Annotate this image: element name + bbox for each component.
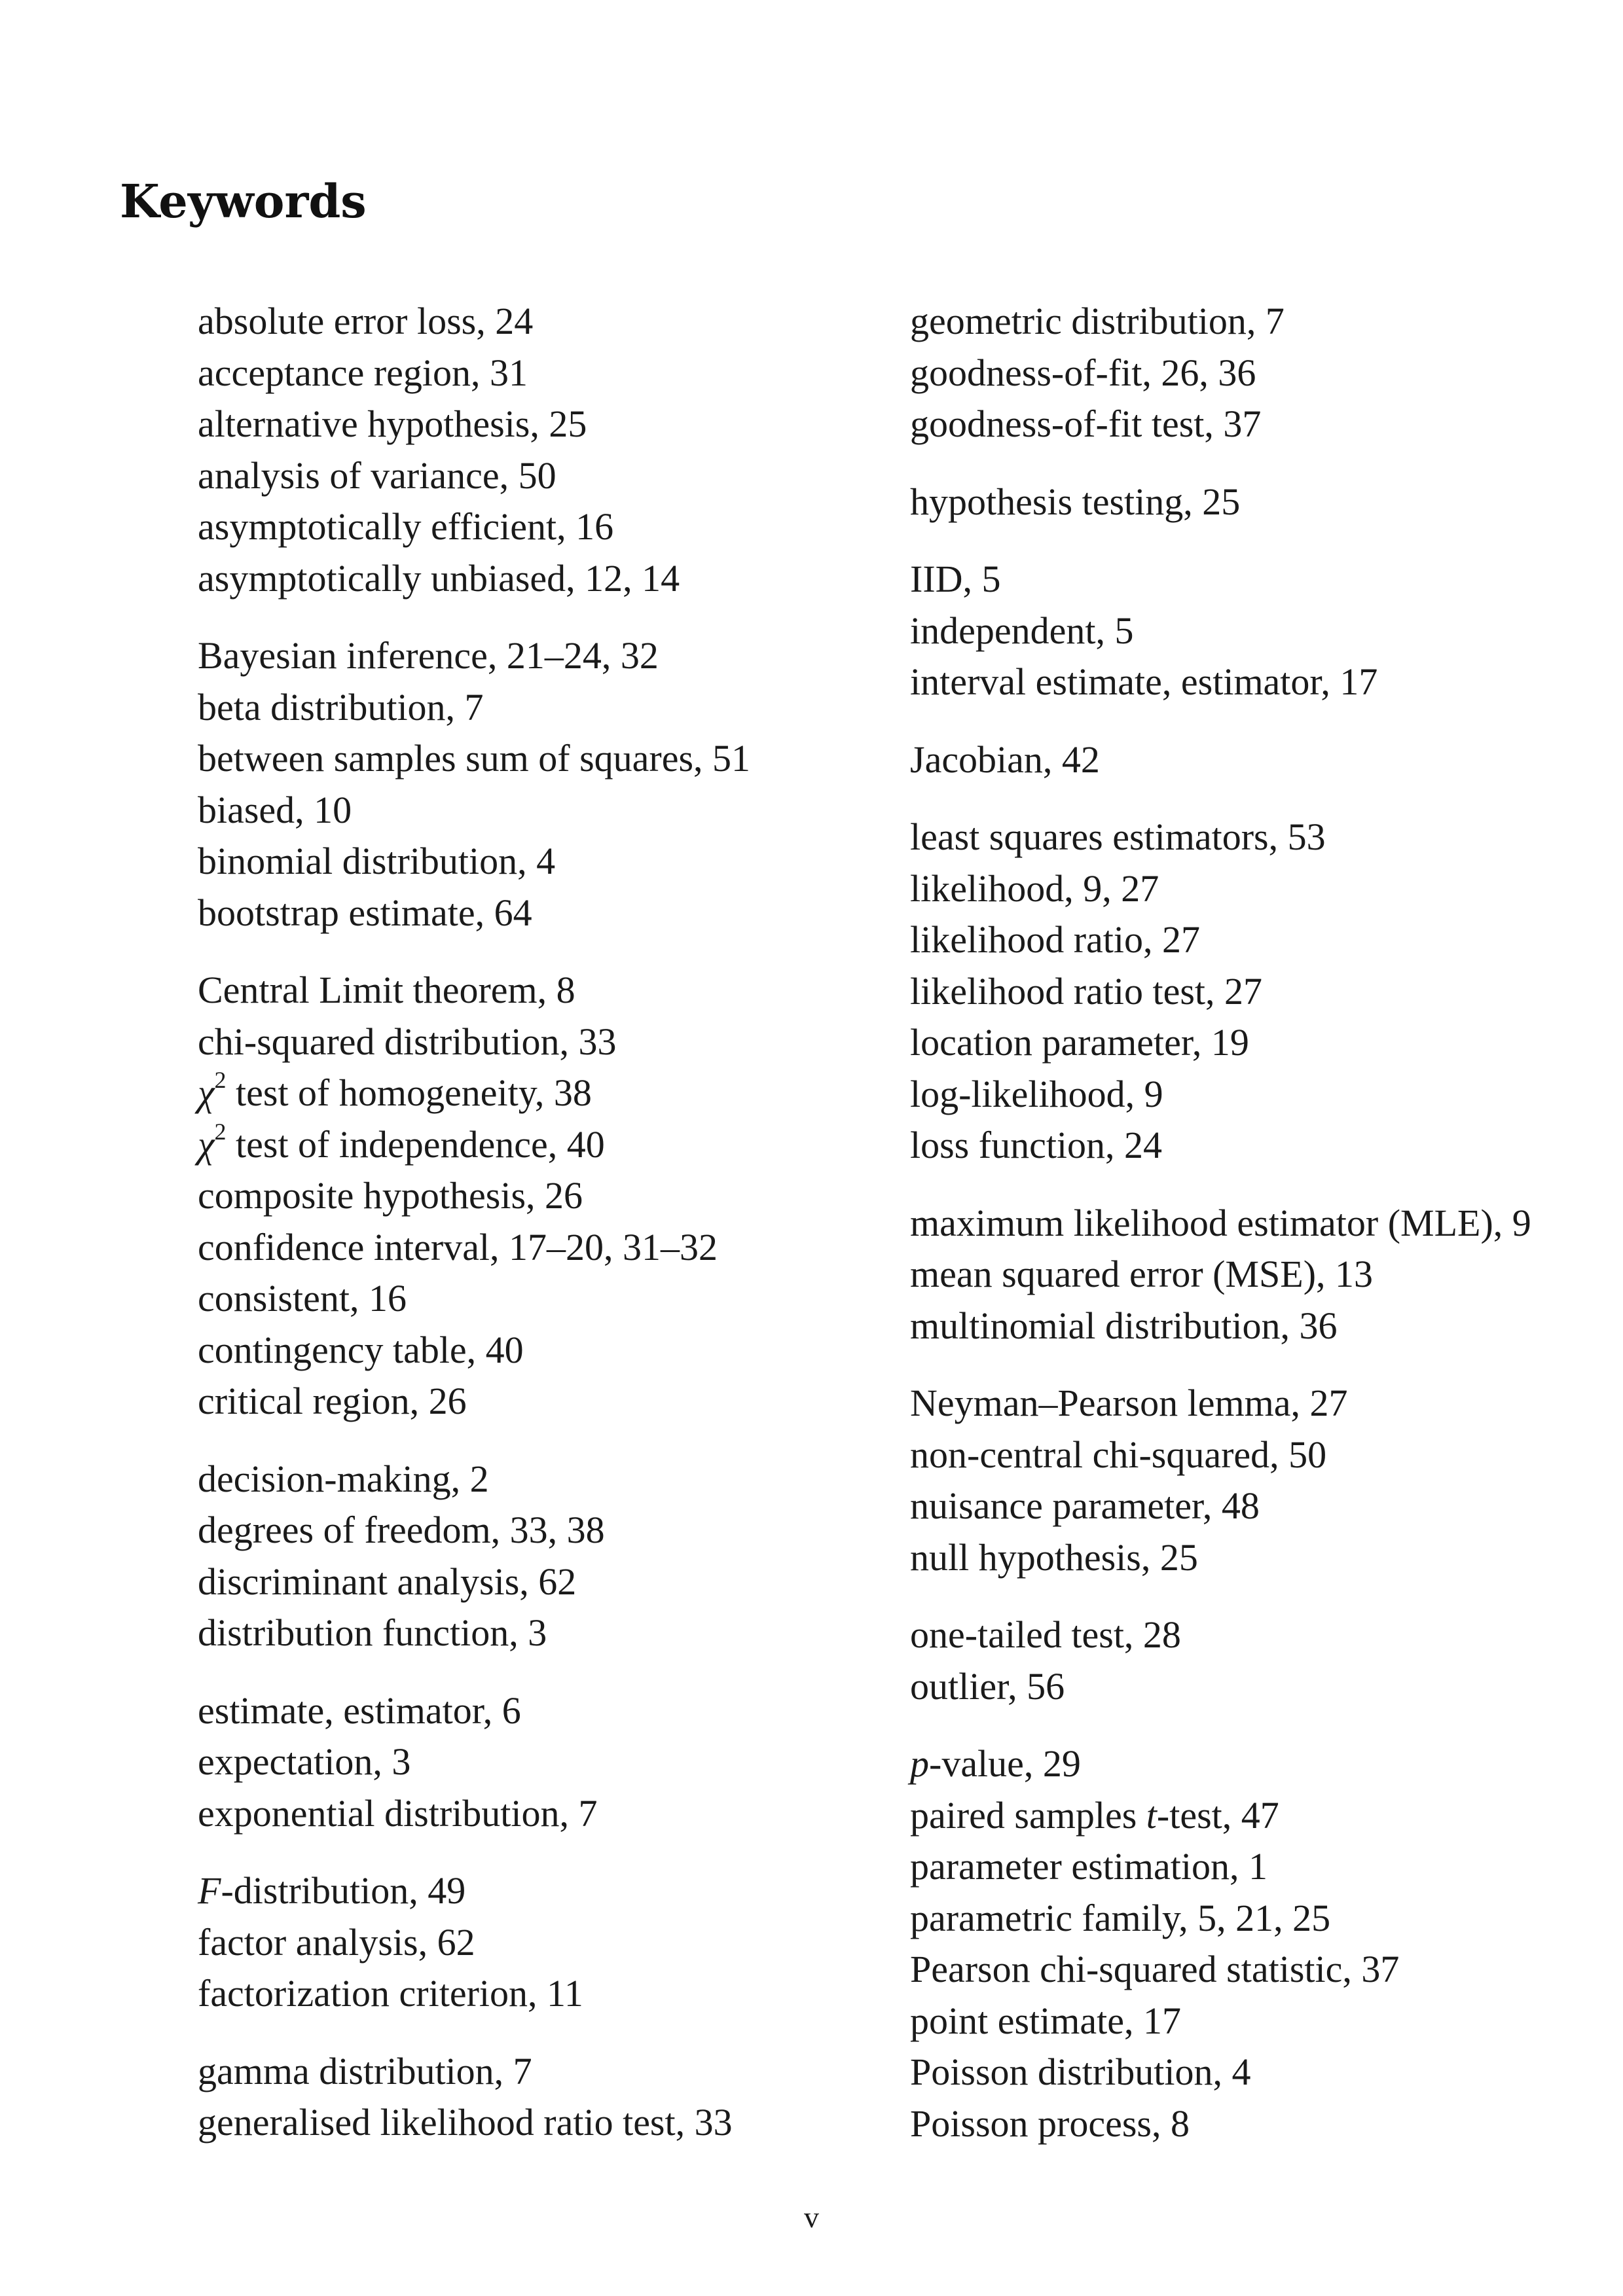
index-entry: Jacobian, 42 (910, 738, 1100, 781)
index-entry: exponential distribution, 7 (198, 1791, 598, 1835)
index-entry: null hypothesis, 25 (910, 1535, 1198, 1579)
index-entry: point estimate, 17 (910, 1999, 1181, 2042)
index-entry: log-likelihood, 9 (910, 1072, 1163, 1115)
index-entry: p-value, 29 (910, 1742, 1081, 1785)
index-group (198, 296, 839, 604)
index-group (198, 1865, 839, 2020)
index-entry: nuisance parameter, 48 (910, 1484, 1260, 1527)
index-group (910, 296, 1584, 450)
index-entry: binomial distribution, 4 (198, 840, 556, 882)
index-entry: multinomial distribution, 36 (910, 1304, 1338, 1347)
index-entry: parameter estimation, 1 (910, 1845, 1267, 1888)
index-entry: F-distribution, 49 (198, 1869, 466, 1912)
index-entry: one-tailed test, 28 (910, 1613, 1181, 1656)
index-entry: non-central chi-squared, 50 (910, 1433, 1327, 1476)
index-group (198, 630, 839, 939)
index-entry: Poisson process, 8 (910, 2102, 1190, 2145)
index-group (198, 1454, 839, 1659)
index-group (910, 1609, 1584, 1712)
index-column-right (910, 296, 1584, 2176)
index-entry: least squares estimators, 53 (910, 816, 1326, 858)
index-group (910, 476, 1584, 528)
index-entry: parametric family, 5, 21, 25 (910, 1896, 1331, 1939)
index-entry: estimate, estimator, 6 (198, 1689, 521, 1732)
index-entry: paired samples t-test, 47 (910, 1793, 1279, 1837)
index-entry: expectation, 3 (198, 1740, 411, 1783)
page-number: v (804, 2200, 819, 2234)
index-entry: Neyman–Pearson lemma, 27 (910, 1382, 1348, 1424)
index-entry: absolute error loss, 24 (198, 300, 534, 342)
index-entry: bootstrap estimate, 64 (198, 891, 532, 934)
index-entry: Pearson chi-squared statistic, 37 (910, 1948, 1400, 1990)
page-title: Keywords (120, 174, 367, 228)
index-entry: contingency table, 40 (198, 1328, 524, 1371)
index-entry: independent, 5 (910, 609, 1134, 652)
index-entry: decision-making, 2 (198, 1457, 489, 1500)
index-entry: Bayesian inference, 21–24, 32 (198, 634, 659, 677)
index-entry: asymptotically efficient, 16 (198, 505, 614, 548)
index-entry: $\chi^2$ test of homogeneity, 38 (198, 1067, 592, 1114)
index-entry: goodness-of-fit test, 37 (910, 403, 1262, 445)
index-entry: gamma distribution, 7 (198, 2049, 532, 2092)
index-entry: location parameter, 19 (910, 1021, 1249, 1064)
index-group (910, 734, 1584, 786)
index-entry: IID, 5 (910, 558, 1001, 600)
index-entry: between samples sum of squares, 51 (198, 737, 751, 780)
index-entry: asymptotically unbiased, 12, 14 (198, 556, 680, 600)
index-group (198, 2046, 839, 2149)
index-entry: degrees of freedom, 33, 38 (198, 1509, 605, 1551)
index-entry: acceptance region, 31 (198, 351, 528, 394)
index-entry: geometric distribution, 7 (910, 300, 1285, 342)
index-entry: beta distribution, 7 (198, 685, 484, 728)
index-entry: biased, 10 (198, 788, 352, 831)
index-entry: goodness-of-fit, 26, 36 (910, 351, 1256, 394)
index-entry: likelihood ratio, 27 (910, 918, 1200, 961)
index-entry: $\chi^2$ test of independence, 40 (198, 1118, 605, 1166)
index-entry: Central Limit theorem, 8 (198, 969, 575, 1011)
index-entry: generalised likelihood ratio test, 33 (198, 2101, 733, 2144)
index-group (910, 1198, 1584, 1352)
index-entry: confidence interval, 17–20, 31–32 (198, 1225, 718, 1268)
index-group (198, 1685, 839, 1840)
index-entry: mean squared error (MSE), 13 (910, 1253, 1374, 1295)
index-entry: alternative hypothesis, 25 (198, 403, 587, 445)
index-entry: outlier, 56 (910, 1664, 1065, 1708)
index-entry: consistent, 16 (198, 1277, 407, 1319)
index-entry: factor analysis, 62 (198, 1920, 475, 1964)
index-group (198, 965, 839, 1427)
index-entry: Poisson distribution, 4 (910, 2051, 1251, 2093)
index-entry: interval estimate, estimator, 17 (910, 660, 1378, 703)
index-entry: distribution function, 3 (198, 1611, 547, 1654)
index-entry: maximum likelihood estimator (MLE), 9 (910, 1201, 1531, 1244)
index-entry: analysis of variance, 50 (198, 454, 556, 497)
index-group (910, 1738, 1584, 2149)
index-column-left (198, 296, 839, 2175)
index-entry: composite hypothesis, 26 (198, 1174, 583, 1217)
index-group (910, 812, 1584, 1172)
index-entry: likelihood, 9, 27 (910, 867, 1159, 910)
index-entry: factorization criterion, 11 (198, 1972, 583, 2015)
index-entry: loss function, 24 (910, 1124, 1163, 1166)
index-entry: likelihood ratio test, 27 (910, 969, 1263, 1013)
index-entry: critical region, 26 (198, 1380, 467, 1422)
index-group (910, 554, 1584, 708)
index-group (910, 1378, 1584, 1583)
index-entry: chi-squared distribution, 33 (198, 1020, 617, 1063)
index-entry: hypothesis testing, 25 (910, 480, 1241, 523)
index-entry: discriminant analysis, 62 (198, 1560, 577, 1603)
